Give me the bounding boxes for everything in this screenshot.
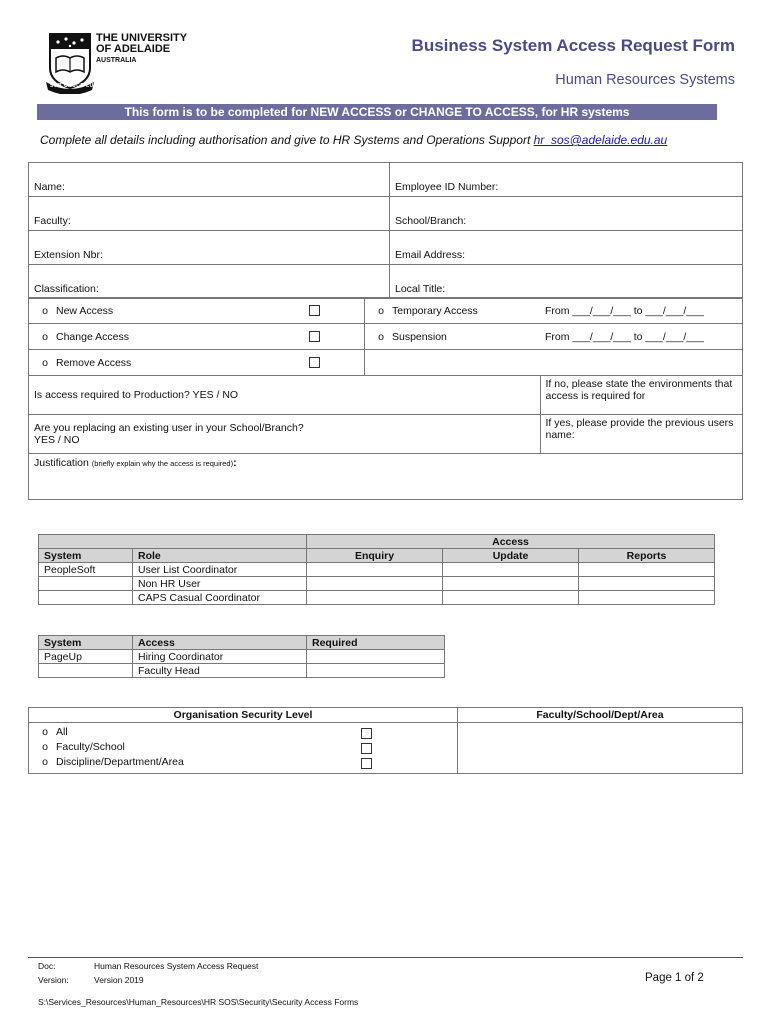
table-row [39,577,715,591]
org-level-faculty: o Faculty/School [34,740,452,755]
production-question[interactable]: Is access required to Production? YES / NO [29,376,541,415]
update-cell[interactable] [443,577,579,591]
pageup-access-table [38,635,445,678]
org-level-all: o All [34,725,452,740]
table-row [39,591,715,605]
replacing-user-question[interactable]: Are you replacing an existing user in your School/Branch? YES / NO [29,415,541,454]
temporary-date-range[interactable]: From ___/___/___ to ___/___/___ [540,298,743,324]
role-header: Role [133,549,307,563]
footer-divider [28,957,743,958]
org-level-discipline: o Discipline/Department/Area [34,755,452,770]
extension-field[interactable]: Extension Nbr: [29,231,390,265]
university-name: THE UNIVERSITY OF ADELAIDE AUSTRALIA [96,32,188,64]
table-row [39,563,715,577]
peoplesoft-access-table [38,534,715,605]
local-title-field[interactable]: Local Title: [390,265,743,299]
doc-label: Doc: [38,961,56,971]
org-faculty-checkbox[interactable] [361,743,372,754]
instruction-banner: This form is to be completed for NEW ACCESS or CHANGE TO ACCESS, for HR systems [37,104,717,120]
update-header: Update [443,549,579,563]
enquiry-cell[interactable] [307,563,443,577]
remove-access-checkbox[interactable] [309,357,320,368]
system-header: System [39,636,133,650]
organisation-security-table [28,707,743,774]
table-row [39,650,445,664]
system-cell: PeopleSoft [39,563,133,577]
form-title: Business System Access Request Form [411,36,735,55]
page-number: Page 1 of 2 [645,972,704,984]
org-all-checkbox[interactable] [361,728,372,739]
reports-cell[interactable] [579,563,715,577]
access-cell: Faculty Head [133,664,307,678]
role-cell: Non HR User [133,577,307,591]
required-header: Required [307,636,445,650]
faculty-area-header: Faculty/School/Dept/Area [458,708,743,723]
org-level-header: Organisation Security Level [29,708,458,723]
org-discipline-checkbox[interactable] [361,758,372,769]
version-label: Version: [38,975,69,985]
reports-header: Reports [579,549,715,563]
faculty-field[interactable]: Faculty: [29,197,390,231]
access-column-group: Access [307,535,715,549]
name-field[interactable]: Name: [29,163,390,197]
doc-value: Human Resources System Access Request [94,961,259,971]
system-header: System [39,549,133,563]
employee-id-field[interactable]: Employee ID Number: [390,163,743,197]
school-field[interactable]: School/Branch: [390,197,743,231]
new-access-checkbox[interactable] [309,305,320,316]
crest-motto: SUB CRUCE LUMEN [50,83,107,89]
faculty-area-field[interactable] [458,723,743,774]
update-cell[interactable] [443,563,579,577]
suspension-option: o Suspension [365,324,541,350]
remove-access-option: o Remove Access [29,350,305,376]
role-cell: CAPS Casual Coordinator [133,591,307,605]
reports-cell[interactable] [579,577,715,591]
version-value: Version 2019 [94,975,144,985]
enquiry-cell[interactable] [307,591,443,605]
email-field[interactable]: Email Address: [390,231,743,265]
required-cell[interactable] [307,664,445,678]
previous-user-note[interactable]: If yes, please provide the previous users name: [540,415,743,454]
change-access-option: o Change Access [29,324,305,350]
employee-details-table [28,162,743,299]
enquiry-cell[interactable] [307,577,443,591]
new-access-option: o New Access [29,298,305,324]
change-access-checkbox[interactable] [309,331,320,342]
temporary-access-option: o Temporary Access [365,298,541,324]
justification-field[interactable]: Justification (briefly explain why the access is required): [29,454,743,500]
required-cell[interactable] [307,650,445,664]
table-row [39,664,445,678]
support-email-link[interactable]: hr_sos@adelaide.edu.au [533,133,668,147]
role-cell: User List Coordinator [133,563,307,577]
file-path: S:\Services_Resources\Human_Resources\HR SOS\Security\Security Access Forms [38,997,359,1007]
reports-cell[interactable] [579,591,715,605]
form-subtitle: Human Resources Systems [555,72,735,88]
system-cell: PageUp [39,650,133,664]
classification-field[interactable]: Classification: [29,265,390,299]
production-environments-note[interactable]: If no, please state the environments that access is required for [540,376,743,415]
enquiry-header: Enquiry [307,549,443,563]
suspension-date-range[interactable]: From ___/___/___ to ___/___/___ [540,324,743,350]
access-type-table [28,297,743,500]
access-cell: Hiring Coordinator [133,650,307,664]
update-cell[interactable] [443,591,579,605]
intro-text: Complete all details including authorisation and give to HR Systems and Operations Support hr_sos@adelaide.edu.au [40,133,668,147]
access-header: Access [133,636,307,650]
